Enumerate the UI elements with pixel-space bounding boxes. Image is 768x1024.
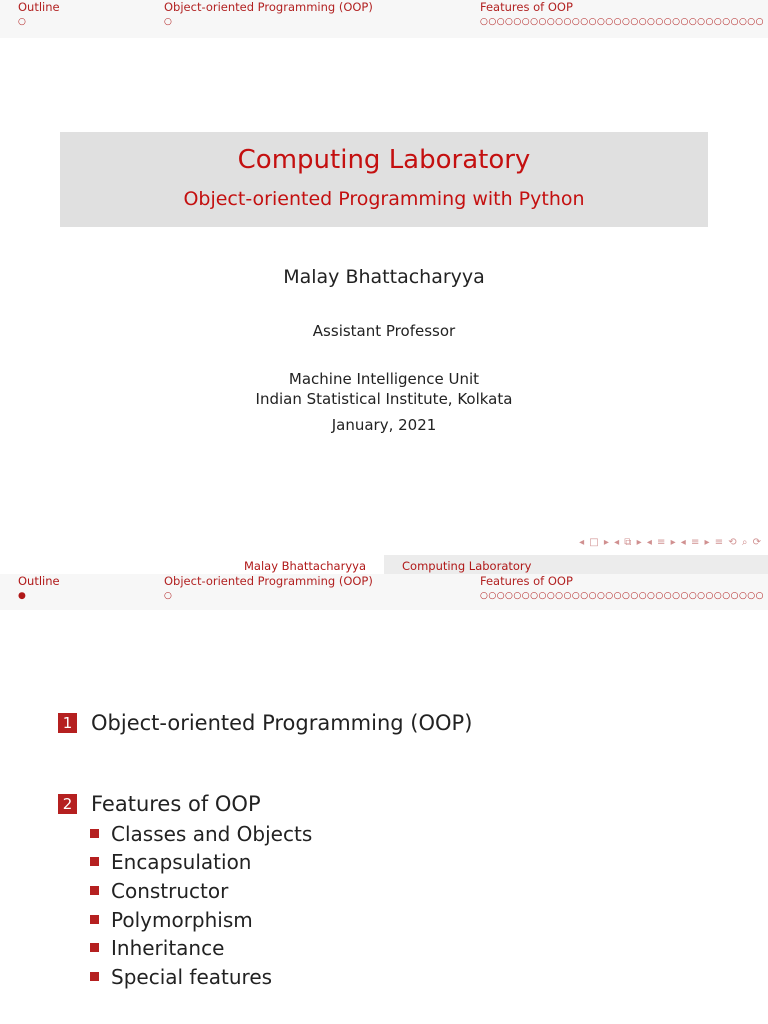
slide-subtitle: Object-oriented Programming with Python — [183, 188, 585, 210]
nav-section-title[interactable]: Object-oriented Programming (OOP) — [164, 0, 373, 14]
author-role: Assistant Professor — [312, 322, 456, 340]
nav-section-title[interactable]: Outline — [18, 574, 60, 588]
nav-slide-dots[interactable]: ● — [18, 591, 27, 601]
section-label[interactable]: Object-oriented Programming (OOP) — [91, 711, 473, 735]
footer-author: Malay Bhattacharyya — [243, 559, 366, 573]
toc-subsection[interactable] — [90, 822, 312, 846]
beamer-nav-symbols[interactable]: ◂ □ ▸ ◂ ⧉ ▸ ◂ ≡ ▸ ◂ ≡ ▸ ≡ ⟲ ⌕ ⟳ — [579, 537, 762, 548]
nav-section-oop[interactable] — [164, 575, 373, 602]
subsection-label[interactable]: Inheritance — [111, 936, 225, 960]
square-bullet-icon — [90, 857, 99, 866]
nav-section-title[interactable]: Object-oriented Programming (OOP) — [164, 574, 373, 588]
toc-subsection[interactable] — [90, 908, 253, 932]
nav-section-features[interactable] — [480, 575, 764, 602]
square-bullet-icon — [90, 829, 99, 838]
nav-section-outline[interactable] — [18, 575, 60, 602]
nav-header — [0, 0, 768, 38]
section-label[interactable]: Features of OOP — [91, 792, 261, 816]
subsection-label[interactable]: Encapsulation — [111, 850, 252, 874]
title-box — [60, 132, 708, 227]
nav-slide-dots[interactable]: ○ — [164, 17, 173, 27]
toc-subsection[interactable] — [90, 850, 251, 874]
footer-title: Computing Laboratory — [402, 559, 532, 573]
toc-subsection[interactable] — [90, 879, 228, 903]
nav-section-features[interactable] — [480, 1, 764, 28]
nav-slide-dots[interactable]: ○ — [18, 17, 27, 27]
toc-subsection[interactable] — [90, 936, 224, 960]
subsection-label[interactable]: Classes and Objects — [111, 822, 313, 846]
toc-section-features[interactable] — [58, 792, 261, 816]
subsection-label[interactable]: Polymorphism — [111, 908, 253, 932]
nav-section-oop[interactable] — [164, 1, 373, 28]
square-bullet-icon — [90, 886, 99, 895]
nav-section-outline[interactable] — [18, 1, 60, 28]
nav-section-title[interactable]: Outline — [18, 0, 60, 14]
presentation-date: January, 2021 — [331, 416, 437, 434]
nav-header — [0, 574, 768, 610]
institute-name: Indian Statistical Institute, Kolkata — [255, 390, 513, 408]
institute-unit: Machine Intelligence Unit — [288, 370, 480, 388]
slide-title: Computing Laboratory — [237, 145, 531, 175]
subsection-label[interactable]: Constructor — [111, 879, 229, 903]
section-number: 2 — [58, 794, 77, 814]
nav-section-title[interactable]: Features of OOP — [480, 574, 573, 588]
section-number: 1 — [58, 713, 77, 733]
subsection-label[interactable]: Special features — [111, 965, 273, 989]
author-name: Malay Bhattacharyya — [283, 266, 485, 288]
square-bullet-icon — [90, 972, 99, 981]
nav-slide-dots[interactable]: ○○○○○○○○○○○○○○○○○○○○○○○○○○○○○○○○○○ — [480, 591, 765, 601]
toc-subsection[interactable] — [90, 965, 272, 989]
nav-slide-dots[interactable]: ○○○○○○○○○○○○○○○○○○○○○○○○○○○○○○○○○○ — [480, 17, 765, 27]
nav-section-title[interactable]: Features of OOP — [480, 0, 573, 14]
nav-slide-dots[interactable]: ○ — [164, 591, 173, 601]
square-bullet-icon — [90, 915, 99, 924]
outline-slide — [0, 555, 768, 1024]
toc-section-oop[interactable] — [58, 711, 472, 735]
square-bullet-icon — [90, 943, 99, 952]
